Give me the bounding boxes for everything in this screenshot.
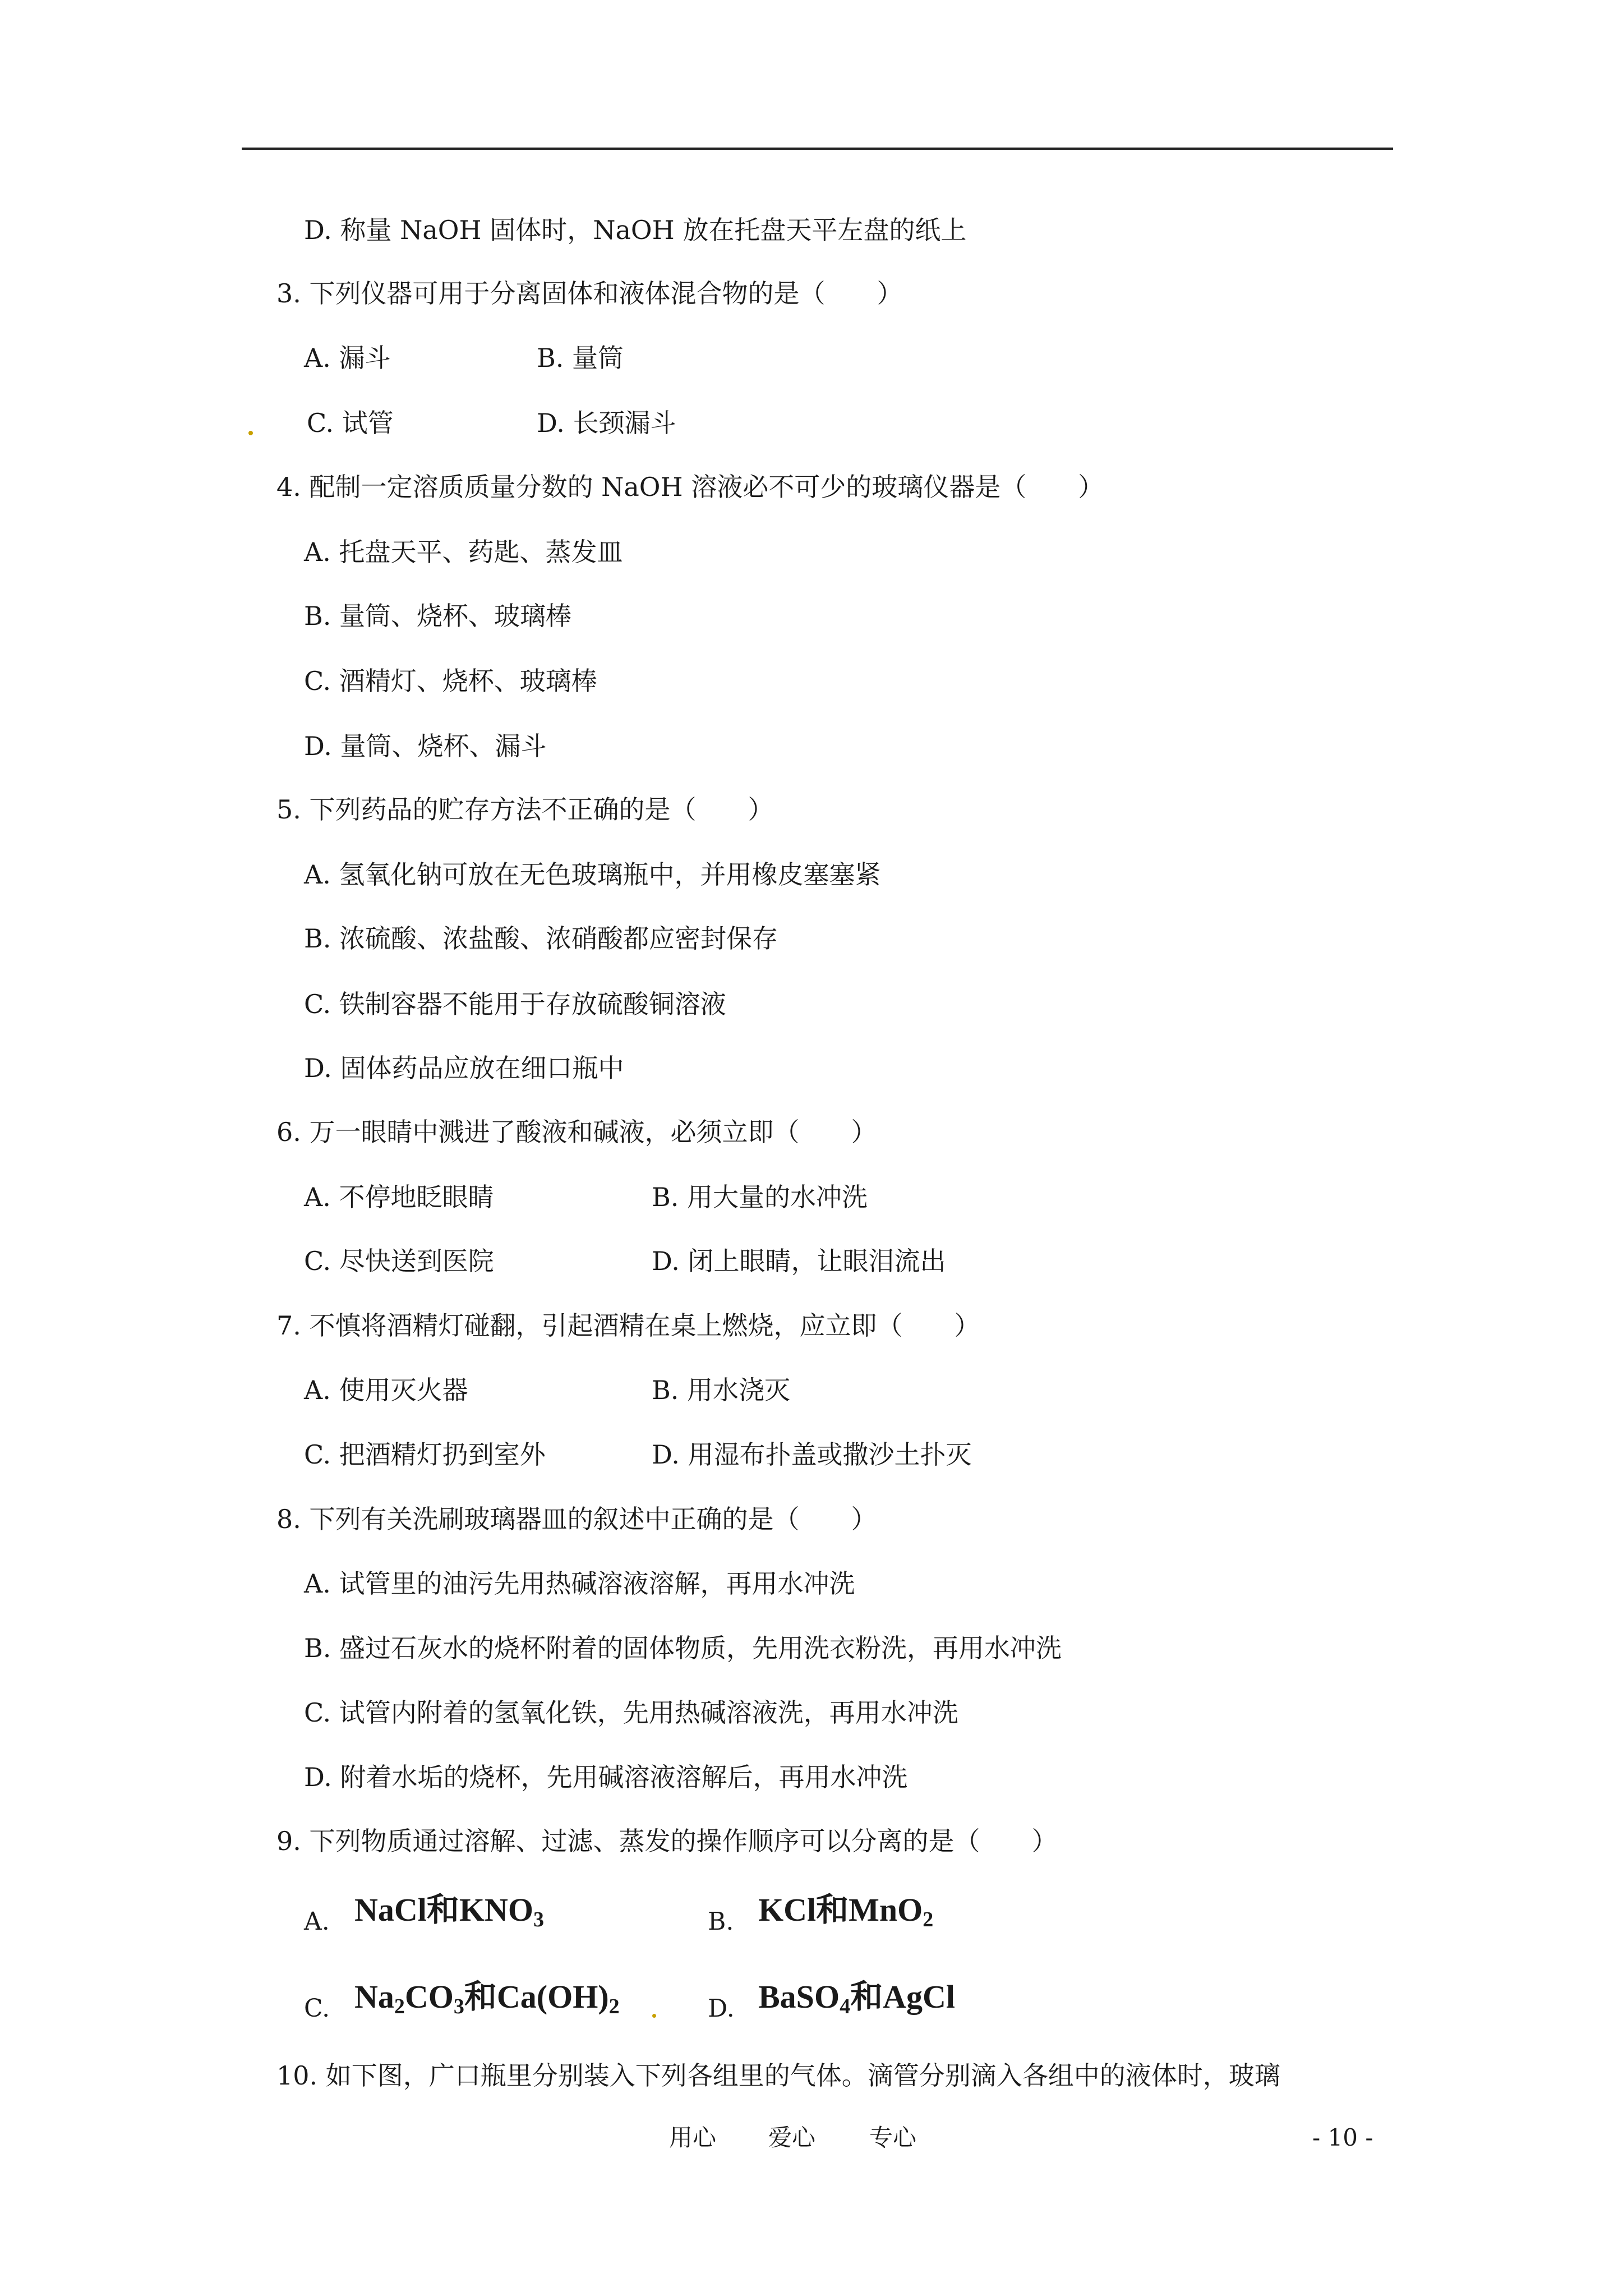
q9-formula-c: $Na_2CO_3$和$Ca(OH)_2$: [354, 1978, 620, 2018]
q6-option-b: B. 用大量的水冲洗: [652, 1182, 868, 1212]
q8-option-d: D. 附着水垢的烧杯，先用碱溶液溶解后，再用水冲洗: [304, 1762, 908, 1792]
q5-stem: 5. 下列药品的贮存方法不正确的是（ ）: [276, 794, 774, 825]
header-rule: [242, 148, 1393, 150]
q8-option-c: C. 试管内附着的氢氧化铁，先用热碱溶液洗，再用水冲洗: [304, 1697, 958, 1728]
q3-option-d: D. 长颈漏斗: [537, 408, 676, 438]
q7-option-a: A. 使用灭火器: [304, 1375, 468, 1405]
q7-option-d: D. 用湿布扑盖或撒沙土扑灭: [652, 1439, 972, 1470]
q4-option-c: C. 酒精灯、烧杯、玻璃棒: [304, 666, 597, 696]
q9-label-a: A.: [304, 1907, 330, 1936]
q5-option-c: C. 铁制容器不能用于存放硫酸铜溶液: [304, 989, 726, 1019]
footer-motto-1: 用心: [669, 2124, 717, 2151]
page-number: - 10 -: [1312, 2124, 1373, 2151]
q6-option-a: A. 不停地眨眼睛: [304, 1182, 494, 1212]
q3-option-c: C. 试管: [307, 408, 394, 438]
q4-option-a: A. 托盘天平、药匙、蒸发皿: [304, 537, 623, 567]
q4-option-b: B. 量筒、烧杯、玻璃棒: [304, 601, 572, 631]
q8-option-a: A. 试管里的油污先用热碱溶液溶解，再用水冲洗: [304, 1568, 855, 1599]
q5-option-d: D. 固体药品应放在细口瓶中: [304, 1053, 624, 1083]
q9-label-d: D.: [708, 1994, 735, 2023]
footer-motto-3: 专心: [869, 2124, 917, 2151]
q7-option-b: B. 用水浇灭: [652, 1375, 791, 1405]
q4-stem: 4. 配制一定溶质质量分数的 NaOH 溶液必不可少的玻璃仪器是（ ）: [276, 472, 1104, 502]
q3-stem: 3. 下列仪器可用于分离固体和液体混合物的是（ ）: [276, 278, 903, 309]
q9-stem: 9. 下列物质通过溶解、过滤、蒸发的操作顺序可以分离的是（ ）: [276, 1826, 1058, 1856]
footer-motto-2: 爱心: [768, 2124, 816, 2151]
q6-option-d: D. 闭上眼睛，让眼泪流出: [652, 1246, 946, 1276]
q9-formula-a: NaCl和$KNO_3$: [354, 1892, 545, 1931]
q9-label-b: B.: [708, 1907, 734, 1936]
q9-formula-d: BaSO$_4$和AgCl: [758, 1978, 955, 2018]
q4-option-d: D. 量筒、烧杯、漏斗: [304, 731, 547, 761]
q3-option-a: A. 漏斗: [304, 343, 391, 373]
q10-stem: 10. 如下图，广口瓶里分别装入下列各组里的气体。滴管分别滴入各组中的液体时，玻璃: [276, 2060, 1280, 2091]
q9-formula-b: KCl和MnO$_2$: [758, 1892, 934, 1931]
q8-stem: 8. 下列有关洗刷玻璃器皿的叙述中正确的是（ ）: [276, 1504, 877, 1534]
q2-option-d: D. 称量 NaOH 固体时，NaOH 放在托盘天平左盘的纸上: [304, 215, 967, 245]
q3-option-b: B. 量筒: [537, 343, 624, 373]
q6-stem: 6. 万一眼睛中溅进了酸液和碱液，必须立即（ ）: [276, 1117, 877, 1147]
stray-dot-2: [652, 2014, 656, 2018]
q7-option-c: C. 把酒精灯扔到室外: [304, 1439, 546, 1470]
q7-stem: 7. 不慎将酒精灯碰翻，引起酒精在桌上燃烧，应立即（ ）: [276, 1310, 980, 1341]
q5-option-a: A. 氢氧化钠可放在无色玻璃瓶中，并用橡皮塞塞紧: [304, 859, 881, 890]
q5-option-b: B. 浓硫酸、浓盐酸、浓硝酸都应密封保存: [304, 923, 778, 954]
q9-label-c: C.: [304, 1994, 330, 2023]
q6-option-c: C. 尽快送到医院: [304, 1246, 494, 1276]
stray-dot: [248, 431, 253, 435]
q8-option-b: B. 盛过石灰水的烧杯附着的固体物质，先用洗衣粉洗，再用水冲洗: [304, 1633, 1062, 1663]
